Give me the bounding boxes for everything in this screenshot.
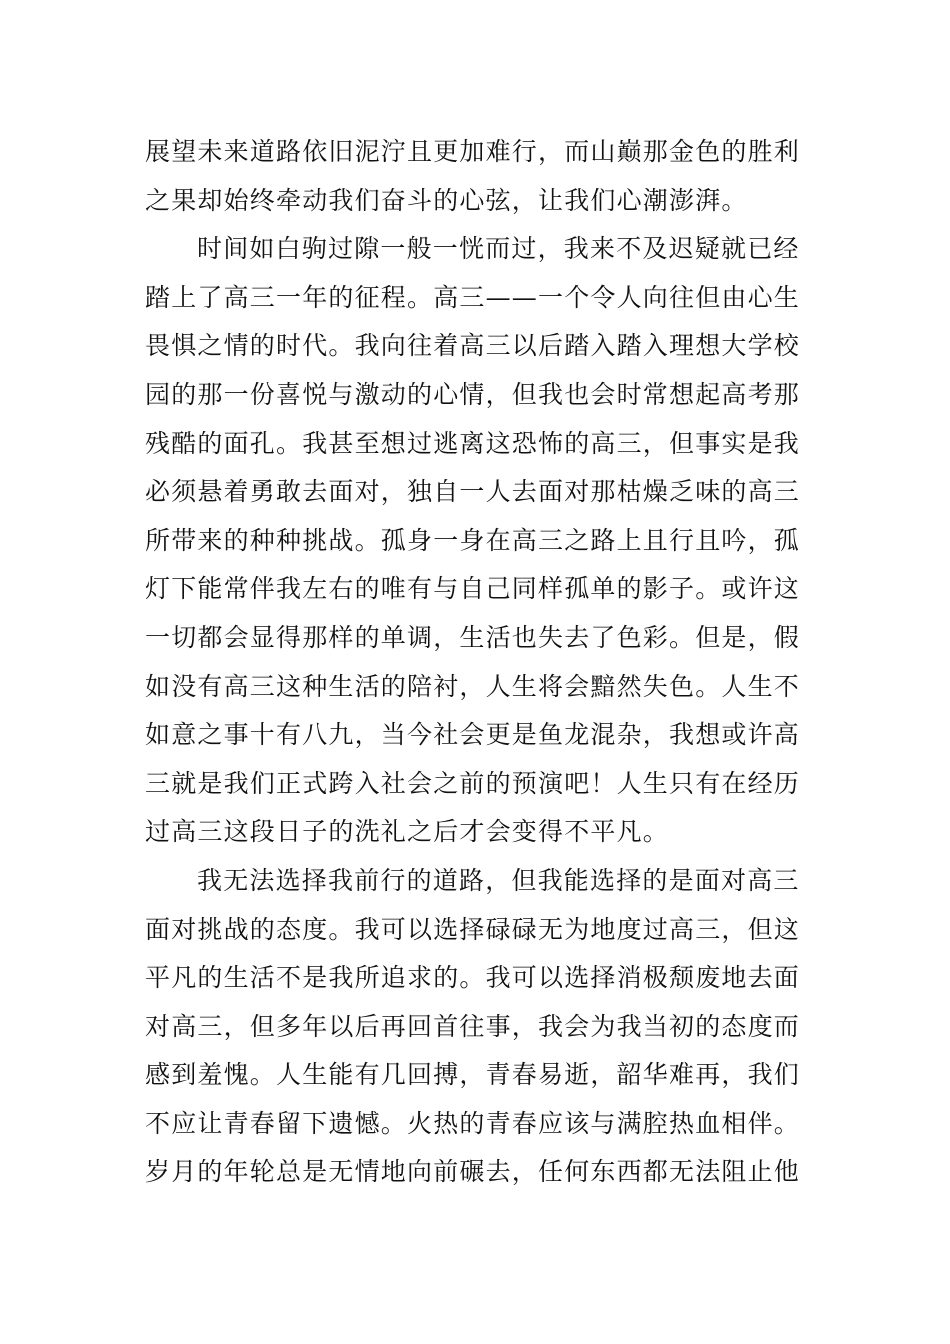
text-line: 踏上了高三一年的征程。高三——一个令人向往但由心生 <box>145 282 801 312</box>
paragraph-start-line: 时间如白驹过隙一般一恍而过，我来不及迟疑就已经 <box>197 234 800 264</box>
text-line: 面对挑战的态度。我可以选择碌碌无为地度过高三，但这 <box>145 914 801 944</box>
text-line: 岁月的年轮总是无情地向前碾去，任何东西都无法阻止他 <box>145 1157 801 1187</box>
text-line: 园的那一份喜悦与激动的心情，但我也会时常想起高考那 <box>145 379 801 409</box>
text-line: 感到羞愧。人生能有几回搏，青春易逝，韶华难再，我们 <box>145 1060 801 1090</box>
text-line: 过高三这段日子的洗礼之后才会变得不平凡。 <box>145 817 670 847</box>
text-line: 对高三，但多年以后再回首往事，我会为我当初的态度而 <box>145 1011 801 1041</box>
text-line: 如没有高三这种生活的陪衬，人生将会黯然失色。人生不 <box>145 671 801 701</box>
body-text <box>145 128 815 1197</box>
text-line: 展望未来道路依旧泥泞且更加难行，而山巅那金色的胜利 <box>145 137 801 166</box>
text-line: 所带来的种种挑战。孤身一身在高三之路上且行且吟，孤 <box>145 525 801 555</box>
text-line: 平凡的生活不是我所追求的。我可以选择消极颓废地去面 <box>145 963 801 993</box>
text-line: 必须悬着勇敢去面对，独自一人去面对那枯燥乏味的高三 <box>145 477 801 507</box>
text-line: 一切都会显得那样的单调，生活也失去了色彩。但是，假 <box>145 622 801 652</box>
text-line: 之果却始终牵动我们奋斗的心弦，让我们心潮澎湃。 <box>145 185 748 215</box>
text-line: 如意之事十有八九，当今社会更是鱼龙混杂，我想或许高 <box>145 720 801 750</box>
text-line: 残酷的面孔。我甚至想过逃离这恐怖的高三，但事实是我 <box>145 428 801 458</box>
text-line: 畏惧之情的时代。我向往着高三以后踏入踏入理想大学校 <box>145 331 801 361</box>
text-line: 灯下能常伴我左右的唯有与自己同样孤单的影子。或许这 <box>145 574 801 604</box>
paragraph-start-line: 我无法选择我前行的道路，但我能选择的是面对高三 <box>197 865 800 895</box>
text-line: 三就是我们正式跨入社会之前的预演吧！人生只有在经历 <box>145 768 801 798</box>
text-line: 不应让青春留下遗憾。火热的青春应该与满腔热血相伴。 <box>145 1108 801 1138</box>
